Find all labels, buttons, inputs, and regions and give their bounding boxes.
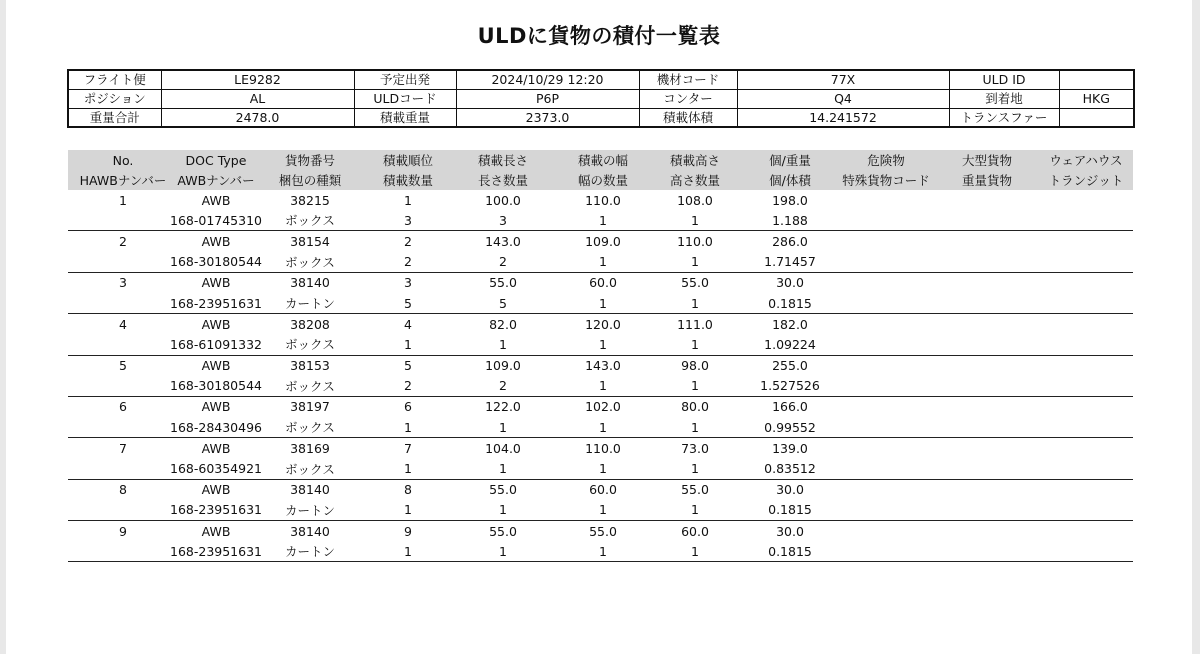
- item-package-type: ボックス: [285, 213, 335, 229]
- col-warehouse: ウェアハウス: [1049, 153, 1123, 168]
- item-width: 60.0: [589, 275, 617, 291]
- cargo-list: [68, 150, 1133, 562]
- item-length: 82.0: [489, 316, 517, 332]
- item-width-qty: 1: [599, 295, 607, 311]
- item-doc-type: AWB: [201, 440, 231, 456]
- document-page: [6, 0, 1192, 654]
- item-volume: 1.527526: [760, 378, 820, 394]
- item-package-type: カートン: [284, 544, 335, 560]
- col-dangerous-goods: 危険物: [867, 153, 905, 168]
- item-cargo-number: 38140: [290, 275, 330, 291]
- item-cargo-number: 38197: [290, 399, 330, 415]
- item-hawb: [68, 500, 178, 520]
- col-load-quantity: 積載数量: [382, 173, 433, 188]
- total-weight-value: 2478.0: [161, 108, 354, 127]
- cargo-item-line-1: [68, 314, 1133, 334]
- item-height: 111.0: [677, 316, 713, 332]
- item-weight: 255.0: [772, 358, 808, 374]
- item-hawb: [68, 334, 178, 354]
- cargo-item: [68, 314, 1133, 355]
- cargo-list-header: [68, 150, 1133, 190]
- col-height-quantity: 高さ数量: [669, 173, 720, 188]
- item-doc-type: AWB: [201, 316, 231, 332]
- item-height: 60.0: [681, 523, 709, 539]
- cargo-item-line-2: [68, 252, 1133, 272]
- item-cargo-number: 38154: [290, 233, 330, 249]
- cargo-item-line-2: [68, 334, 1133, 354]
- item-length-qty: 5: [499, 295, 507, 311]
- item-hawb: [68, 252, 178, 272]
- col-hawb-number: HAWBナンバー: [79, 173, 167, 188]
- item-length-qty: 2: [499, 378, 507, 394]
- item-length-qty: 1: [499, 419, 507, 435]
- item-height: 108.0: [677, 192, 713, 208]
- col-pieces-volume: 個/体積: [769, 173, 811, 188]
- col-heavy-cargo: 重量貨物: [961, 173, 1012, 188]
- item-hawb: [68, 458, 178, 478]
- item-no: 7: [119, 440, 127, 456]
- item-cargo-number: 38140: [290, 523, 330, 539]
- item-length: 100.0: [485, 192, 521, 208]
- item-height: 55.0: [681, 482, 709, 498]
- item-hawb: [68, 376, 178, 396]
- cargo-item-line-1: [68, 438, 1133, 458]
- loaded-weight-label: 積載重量: [354, 108, 456, 127]
- item-width: 102.0: [585, 399, 621, 415]
- item-volume: 1.71457: [764, 254, 816, 270]
- col-pieces-weight: 個/重量: [769, 153, 811, 168]
- item-load-order: 1: [404, 192, 412, 208]
- item-volume: 0.83512: [764, 461, 816, 477]
- uld-id-value: [1059, 70, 1134, 89]
- cargo-item: [68, 356, 1133, 397]
- item-length-qty: 3: [499, 212, 507, 228]
- item-length-qty: 2: [499, 254, 507, 270]
- item-width-qty: 1: [599, 336, 607, 352]
- item-height: 98.0: [681, 358, 709, 374]
- item-height-qty: 1: [691, 502, 699, 518]
- info-row: [68, 108, 1134, 127]
- item-package-type: ボックス: [285, 378, 335, 394]
- item-load-order: 8: [404, 482, 412, 498]
- cargo-item-line-2: [68, 417, 1133, 437]
- info-row: [68, 89, 1134, 108]
- item-quantity: 3: [404, 212, 412, 228]
- item-length: 109.0: [485, 358, 521, 374]
- uld-code-value: P6P: [456, 89, 639, 108]
- item-length: 55.0: [489, 523, 517, 539]
- item-hawb: [68, 417, 178, 437]
- item-volume: 1.09224: [764, 336, 816, 352]
- item-no: 5: [119, 358, 127, 374]
- item-package-type: ボックス: [285, 337, 335, 353]
- item-volume: 0.1815: [768, 543, 812, 559]
- item-volume: 0.1815: [768, 502, 812, 518]
- item-awb-number: 168-23951631: [170, 295, 262, 311]
- item-quantity: 1: [404, 336, 412, 352]
- col-oversize-cargo: 大型貨物: [961, 153, 1012, 168]
- item-load-order: 2: [404, 233, 412, 249]
- item-volume: 1.188: [772, 212, 808, 228]
- transfer-value: [1059, 108, 1134, 127]
- cargo-item-line-1: [68, 231, 1133, 251]
- item-load-order: 4: [404, 316, 412, 332]
- item-no: 8: [119, 482, 127, 498]
- item-height: 55.0: [681, 275, 709, 291]
- cargo-item-line-2: [68, 376, 1133, 396]
- item-quantity: 1: [404, 461, 412, 477]
- cargo-item-line-1: [68, 521, 1133, 541]
- item-quantity: 2: [404, 378, 412, 394]
- cargo-item-line-1: [68, 273, 1133, 293]
- cargo-item-line-2: [68, 541, 1133, 561]
- item-load-order: 6: [404, 399, 412, 415]
- flight-number: LE9282: [161, 70, 354, 89]
- col-width-quantity: 幅の数量: [577, 173, 628, 188]
- item-doc-type: AWB: [201, 233, 231, 249]
- col-awb-number: AWBナンバー: [177, 173, 255, 188]
- item-width: 143.0: [585, 358, 621, 374]
- item-awb-number: 168-23951631: [170, 502, 262, 518]
- item-length: 143.0: [485, 233, 521, 249]
- item-weight: 182.0: [772, 316, 808, 332]
- cargo-item: [68, 521, 1133, 562]
- item-length: 55.0: [489, 275, 517, 291]
- col-length-quantity: 長さ数量: [477, 173, 528, 188]
- cargo-item-line-1: [68, 190, 1133, 210]
- cargo-list-body: [68, 190, 1133, 562]
- item-no: 1: [119, 192, 127, 208]
- col-special-cargo-code: 特殊貨物コード: [842, 173, 930, 188]
- col-load-length: 積載長さ: [477, 153, 528, 168]
- item-awb-number: 168-30180544: [170, 378, 262, 394]
- item-weight: 286.0: [772, 233, 808, 249]
- item-weight: 139.0: [772, 440, 808, 456]
- item-doc-type: AWB: [201, 523, 231, 539]
- cargo-item-line-1: [68, 480, 1133, 500]
- item-height-qty: 1: [691, 419, 699, 435]
- cargo-item: [68, 231, 1133, 272]
- item-length-qty: 1: [499, 543, 507, 559]
- contour-label: コンター: [639, 89, 737, 108]
- item-weight: 166.0: [772, 399, 808, 415]
- uld-code-label: ULDコード: [354, 89, 456, 108]
- item-height: 110.0: [677, 233, 713, 249]
- info-row: [68, 70, 1134, 89]
- flight-info-table: [67, 69, 1135, 128]
- item-width: 60.0: [589, 482, 617, 498]
- destination-value: HKG: [1059, 89, 1134, 108]
- item-width-qty: 1: [599, 461, 607, 477]
- item-length: 55.0: [489, 482, 517, 498]
- aircraft-code: 77X: [737, 70, 949, 89]
- item-no: 6: [119, 399, 127, 415]
- col-load-width: 積載の幅: [577, 153, 628, 168]
- contour-value: Q4: [737, 89, 949, 108]
- item-hawb: [68, 541, 178, 561]
- item-weight: 30.0: [776, 275, 804, 291]
- col-transit: トランジット: [1048, 173, 1124, 188]
- item-load-order: 3: [404, 275, 412, 291]
- item-awb-number: 168-30180544: [170, 254, 262, 270]
- position-value: AL: [161, 89, 354, 108]
- item-height: 80.0: [681, 399, 709, 415]
- item-no: 3: [119, 275, 127, 291]
- cargo-item: [68, 397, 1133, 438]
- item-doc-type: AWB: [201, 482, 231, 498]
- cargo-item-line-2: [68, 293, 1133, 313]
- cargo-item: [68, 480, 1133, 521]
- item-width-qty: 1: [599, 502, 607, 518]
- item-height-qty: 1: [691, 378, 699, 394]
- item-load-order: 5: [404, 358, 412, 374]
- col-no: No.: [112, 152, 134, 168]
- col-package-type: 梱包の種類: [278, 173, 342, 188]
- item-quantity: 1: [404, 543, 412, 559]
- item-length-qty: 1: [499, 461, 507, 477]
- item-width-qty: 1: [599, 254, 607, 270]
- item-cargo-number: 38215: [290, 192, 330, 208]
- item-height: 73.0: [681, 440, 709, 456]
- item-height-qty: 1: [691, 295, 699, 311]
- item-no: 4: [119, 316, 127, 332]
- item-weight: 30.0: [776, 523, 804, 539]
- cargo-item-line-2: [68, 210, 1133, 230]
- total-weight-label: 重量合計: [68, 108, 161, 127]
- item-height-qty: 1: [691, 461, 699, 477]
- cargo-item-line-1: [68, 356, 1133, 376]
- item-length-qty: 1: [499, 502, 507, 518]
- item-quantity: 2: [404, 254, 412, 270]
- departure-time: 2024/10/29 12:20: [456, 70, 639, 89]
- item-weight: 198.0: [772, 192, 808, 208]
- item-cargo-number: 38169: [290, 440, 330, 456]
- cargo-item: [68, 438, 1133, 479]
- cargo-item: [68, 190, 1133, 231]
- item-width-qty: 1: [599, 212, 607, 228]
- item-load-order: 9: [404, 523, 412, 539]
- departure-label: 予定出発: [354, 70, 456, 89]
- destination-label: 到着地: [949, 89, 1059, 108]
- item-width-qty: 1: [599, 419, 607, 435]
- item-volume: 0.99552: [764, 419, 816, 435]
- item-quantity: 5: [404, 295, 412, 311]
- item-width: 120.0: [585, 316, 621, 332]
- item-package-type: ボックス: [285, 254, 335, 270]
- item-no: 2: [119, 233, 127, 249]
- item-awb-number: 168-60354921: [170, 461, 262, 477]
- item-length-qty: 1: [499, 336, 507, 352]
- item-doc-type: AWB: [201, 399, 231, 415]
- item-width: 110.0: [585, 440, 621, 456]
- col-cargo-number: 貨物番号: [284, 153, 335, 168]
- loaded-volume-value: 14.241572: [737, 108, 949, 127]
- cargo-item-line-1: [68, 397, 1133, 417]
- item-doc-type: AWB: [201, 358, 231, 374]
- aircraft-label: 機材コード: [639, 70, 737, 89]
- item-package-type: ボックス: [285, 461, 335, 477]
- loaded-volume-label: 積載体積: [639, 108, 737, 127]
- item-cargo-number: 38153: [290, 358, 330, 374]
- item-width-qty: 1: [599, 543, 607, 559]
- item-cargo-number: 38208: [290, 316, 330, 332]
- item-package-type: カートン: [284, 502, 335, 518]
- item-width: 110.0: [585, 192, 621, 208]
- position-label: ポジション: [68, 89, 161, 108]
- item-height-qty: 1: [691, 254, 699, 270]
- uld-id-label: ULD ID: [949, 70, 1059, 89]
- cargo-item-line-2: [68, 500, 1133, 520]
- item-doc-type: AWB: [201, 275, 231, 291]
- item-package-type: ボックス: [285, 420, 335, 436]
- item-awb-number: 168-23951631: [170, 543, 262, 559]
- item-awb-number: 168-01745310: [170, 212, 262, 228]
- item-height-qty: 1: [691, 336, 699, 352]
- item-length: 104.0: [485, 440, 521, 456]
- item-hawb: [68, 210, 178, 230]
- item-length: 122.0: [485, 399, 521, 415]
- item-height-qty: 1: [691, 212, 699, 228]
- item-volume: 0.1815: [768, 295, 812, 311]
- col-doc-type: DOC Type: [185, 152, 247, 168]
- item-package-type: カートン: [284, 296, 335, 312]
- item-weight: 30.0: [776, 482, 804, 498]
- item-load-order: 7: [404, 440, 412, 456]
- item-hawb: [68, 293, 178, 313]
- item-awb-number: 168-61091332: [170, 336, 262, 352]
- cargo-item: [68, 273, 1133, 314]
- item-width-qty: 1: [599, 378, 607, 394]
- col-load-height: 積載高さ: [669, 153, 720, 168]
- item-width: 109.0: [585, 233, 621, 249]
- cargo-item-line-2: [68, 458, 1133, 478]
- item-quantity: 1: [404, 502, 412, 518]
- col-load-order: 積載順位: [382, 153, 433, 168]
- page-title: ULDに貨物の積付一覧表: [477, 24, 721, 48]
- item-cargo-number: 38140: [290, 482, 330, 498]
- item-width: 55.0: [589, 523, 617, 539]
- flight-label: フライト便: [68, 70, 161, 89]
- loaded-weight-value: 2373.0: [456, 108, 639, 127]
- transfer-label: トランスファー: [949, 108, 1059, 127]
- item-doc-type: AWB: [201, 192, 231, 208]
- item-quantity: 1: [404, 419, 412, 435]
- item-height-qty: 1: [691, 543, 699, 559]
- item-no: 9: [119, 523, 127, 539]
- item-awb-number: 168-28430496: [170, 419, 262, 435]
